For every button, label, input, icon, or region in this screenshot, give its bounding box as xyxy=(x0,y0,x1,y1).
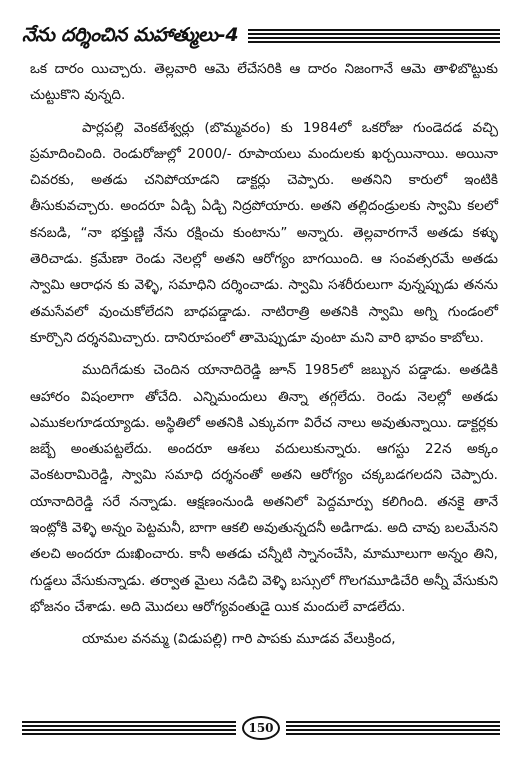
footer-rule-left xyxy=(22,721,236,735)
paragraph: ఒక దారం యిచ్చారు. తెల్లవారి ఆమె లేచేసరికి ఆ దారం నిజంగానే ఆమె తాళిబొట్టుకు చుట్టుకొని వున్నది. xyxy=(30,61,498,104)
page-number: 150 xyxy=(242,716,280,740)
running-header xyxy=(22,24,500,50)
page-footer xyxy=(22,716,500,740)
paragraph: యామల వనమ్మ (విడుపల్లి) గారి పాపకు మూడవ వేలుక్రింద, xyxy=(82,631,396,648)
header-rule xyxy=(248,29,500,45)
footer-rule-right xyxy=(286,721,500,735)
page-body xyxy=(30,56,498,659)
paragraph: పార్లపల్లి వెంకటేశ్వర్లు (బొమ్మవరం) కు 1984లో ఒకరోజు గుండెదడ వచ్చి ప్రమాదించింది. రెండురోజుల్లో 2000/- రూపాయలు మందులకు ఖర్చయినాయి. అయినా చివరకు, అతడు చనిపోయాడని డాక్టర్లు చెప్పారు. అతనిని కారులో ఇంటికి తీసుకువచ్చారు. అందరూ ఏడ్చి ఏడ్చి నిద్రపోయారు. అతని తల్లిదండ్రులకు స్వామి కలలో కనబడి, “నా భక్తుణ్ణి నేను రక్షించు కుంటాను” అన్నారు. తెల్లవారగానే అతడు కళ్ళు తెరిచాడు. క్రమేణా రెండు నెలల్లో అతని ఆరోగ్యం బాగయింది. ఆ సంవత్సరమే అతడు స్వామి ఆరాధన కు వెళ్ళి, సమాధిని దర్శించాడు. స్వామి సశరీరులుగా వున్నప్పుడు తనను తమసేవలో వుంచుకోలేదని బాధపడ్డాడు. నాటిరాత్రి అతనికి స్వామి అగ్ని గుండంలో కూర్చొని దర్శనమిచ్చారు. దానిరూపంలో తామెప్పుడూ వుంటా మని వారి భావం కాబోలు. xyxy=(30,119,498,346)
book-title: నేను దర్శించిన మహాత్ములు-4 xyxy=(22,23,239,46)
paragraph: ముదిగేడుకు చెందిన యానాదిరెడ్డి జూన్ 1985లో జబ్బున పడ్డాడు. అతడికి ఆహారం విషంలాగా తోచేది. ఎన్నిమందులు తిన్నా తగ్గలేదు. రెండు నెలల్లో అతడు ఎముకలగూడయ్యాడు. అస్థితిలో అతనికి ఎక్కువగా విరేచ నాలు అవుతున్నాయి. డాక్టర్లకు జబ్బే అంతుపట్టలేదు. అందరూ ఆశలు వదులుకున్నారు. ఆగస్టు 22న అక్కం వెంకటరామిరెడ్డి, స్వామి సమాధి దర్శనంతో అతని ఆరోగ్యం చక్కబడగలదని చెప్పారు. యానాదిరెడ్డి సరే నన్నాడు. ఆక్షణంనుండి అతనిలో పెద్దమార్పు కలిగింది. తనకై తానే ఇంట్లోకి వెళ్ళి అన్నం పెట్టమనీ, బాగా ఆకలి అవుతున్నదనీ అడిగాడు. అది చావు బలమేనని తలచి అందరూ దుఃఖించారు. కానీ అతడు చన్నీటి స్నానంచేసి, మామూలుగా అన్నం తిని, గుడ్డలు వేసుకున్నాడు. తర్వాత మైలు నడిచి వెళ్ళి బస్సులో గొలగమూడిచేరి అన్నీ వేసుకుని భోజనం చేశాడు. అది మొదలు ఆరోగ్యవంతుడై యిక మందులే వాడలేదు. xyxy=(30,362,498,615)
